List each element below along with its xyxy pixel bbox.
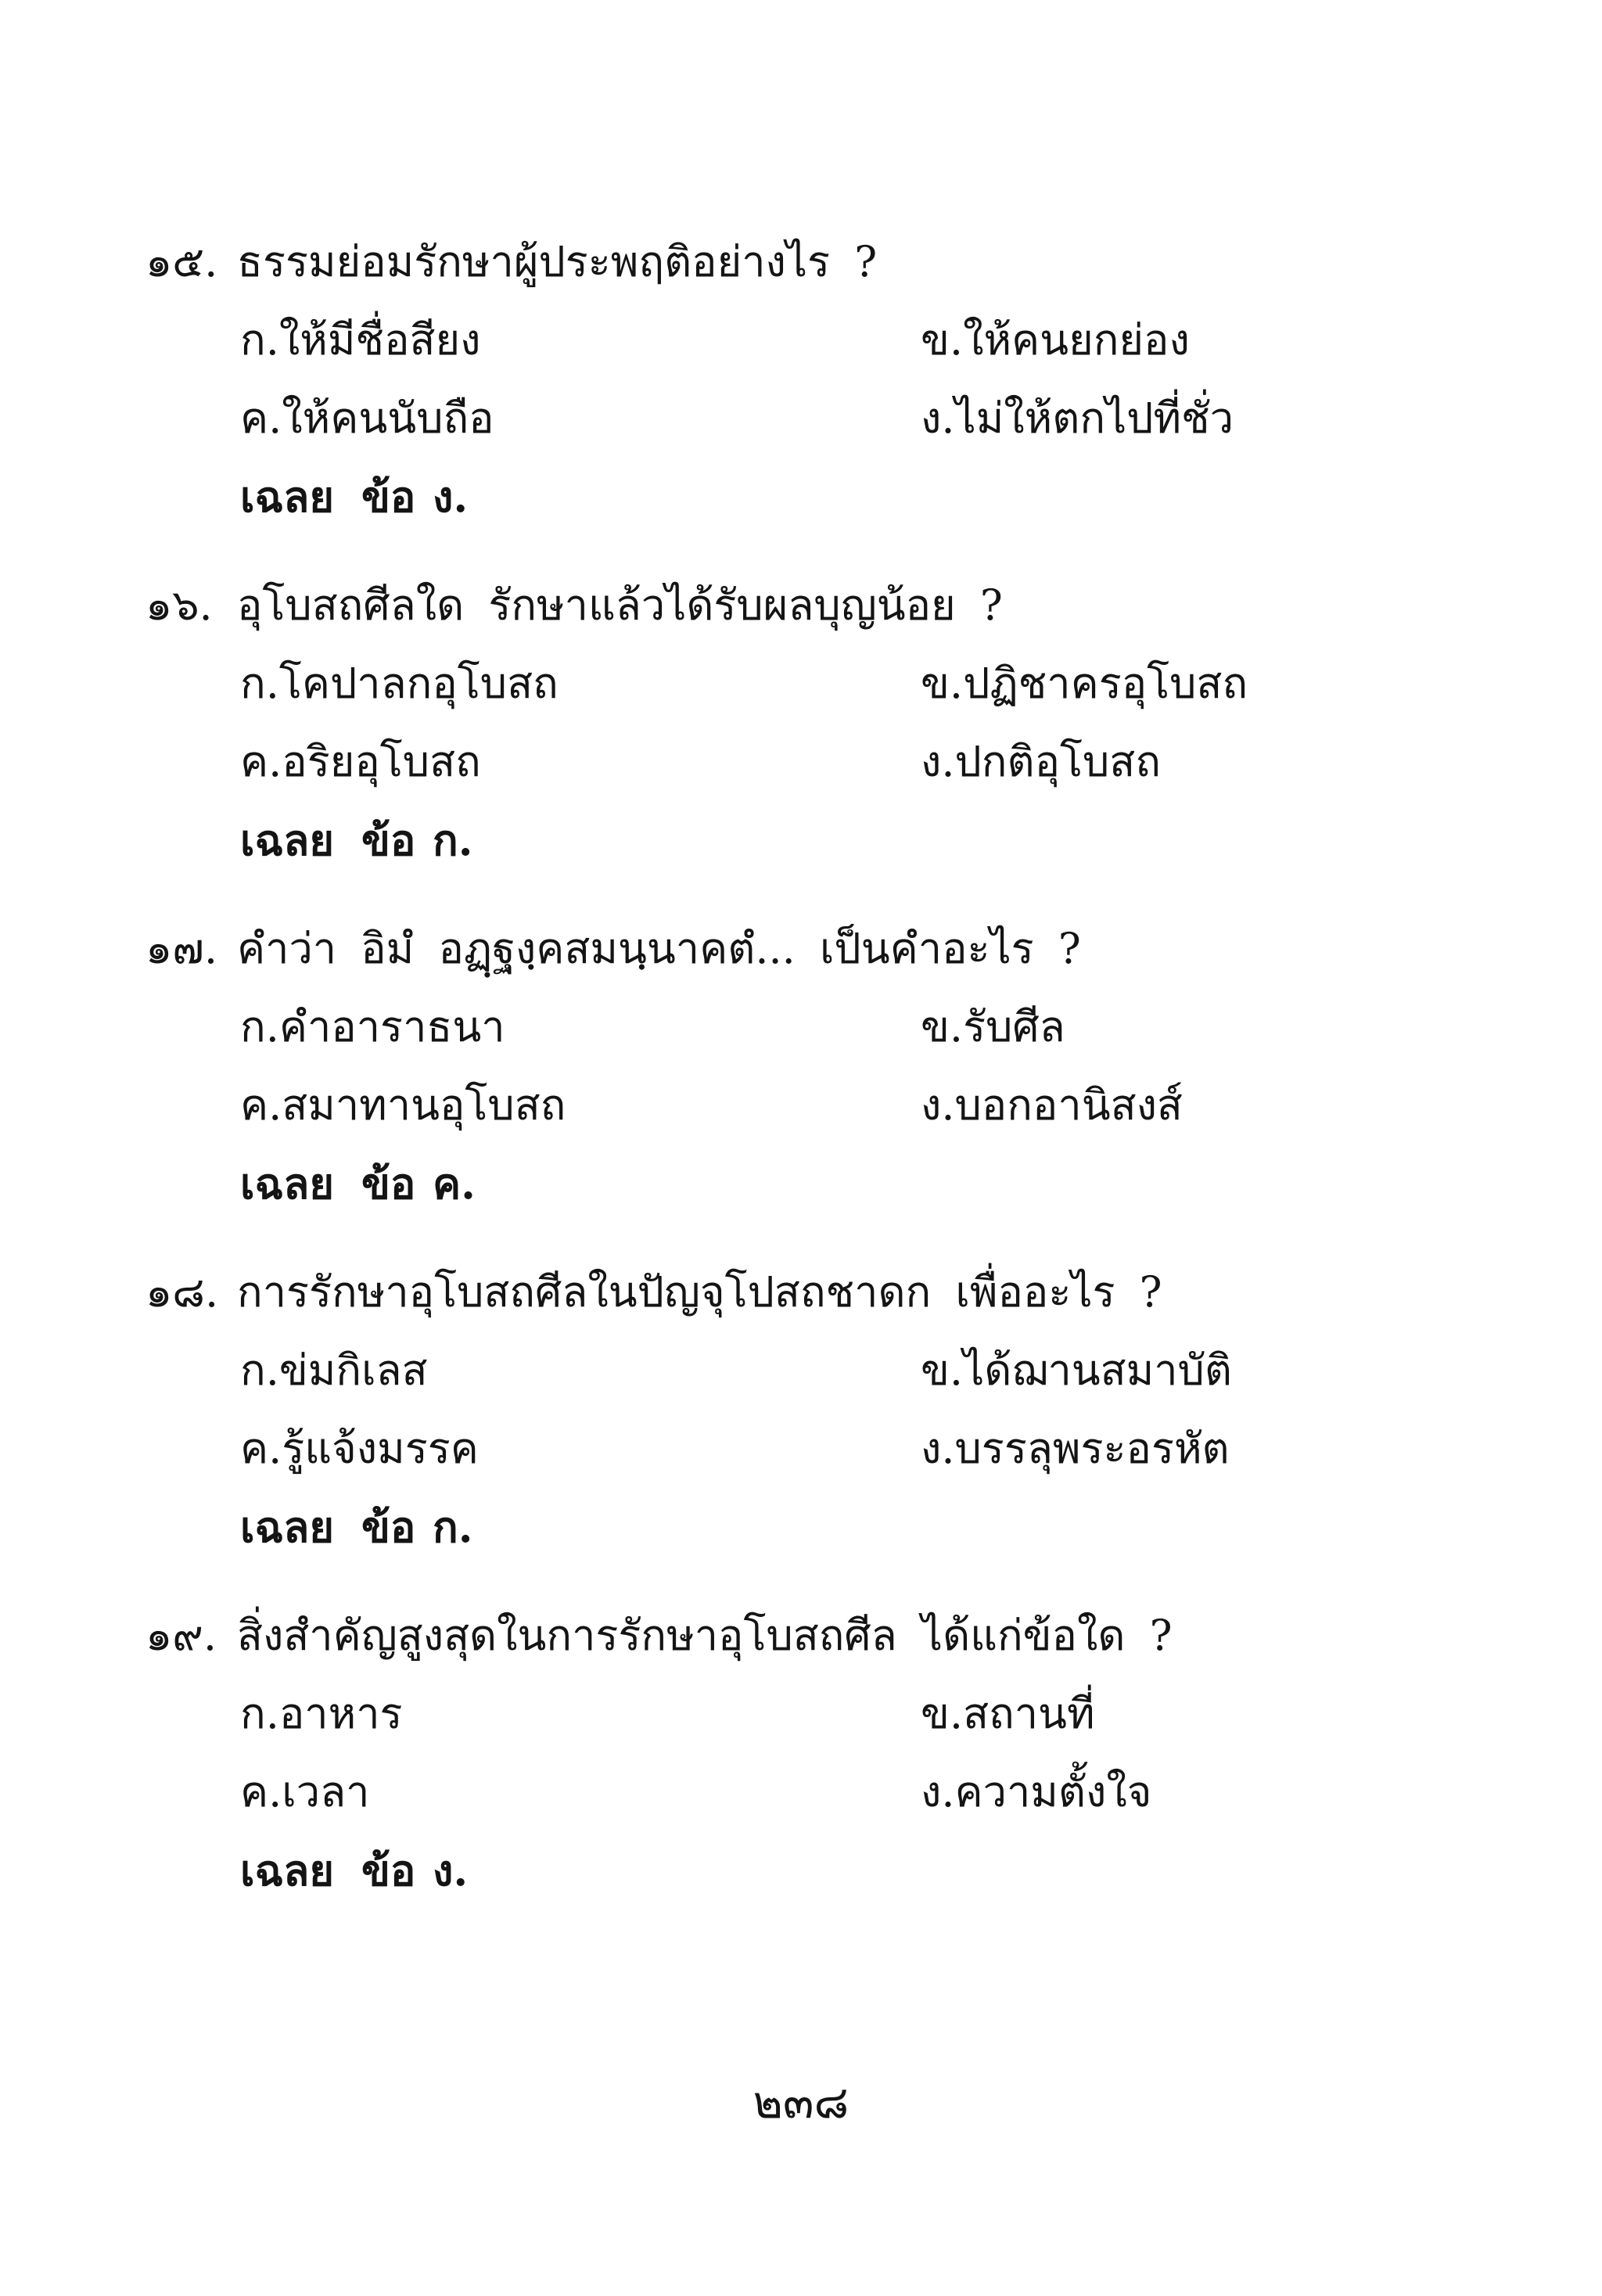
question-block — [145, 910, 1522, 1223]
options-row — [145, 1753, 1522, 1831]
options-row — [145, 379, 1522, 458]
question-number: ๑๘. — [145, 1267, 219, 1317]
question-number: ๑๙. — [145, 1611, 217, 1660]
answer-label: เฉลย — [240, 472, 334, 522]
question-block — [145, 566, 1522, 879]
answer-prefix: ข้อ — [361, 1502, 416, 1552]
answer-label: เฉลย — [240, 1502, 334, 1552]
option-b: ข.รับศีล — [921, 1002, 1065, 1051]
question-line — [145, 223, 1522, 301]
options-row — [145, 1410, 1522, 1488]
question-text: คำว่า อิมํ อฏฺฐงฺคสมนฺนาคตํ... เป็นคำอะไร ? — [237, 924, 1081, 973]
option-d: ง.ความตั้งใจ — [921, 1767, 1152, 1816]
answer-label: เฉลย — [240, 815, 334, 865]
answer-choice: ง. — [433, 1845, 469, 1895]
page-number: ๒๓๘ — [753, 2075, 849, 2129]
option-a: ก.คำอาราธนา — [240, 1002, 505, 1051]
options-row — [145, 301, 1522, 379]
option-a: ก.อาหาร — [240, 1689, 403, 1738]
answer-choice: ค. — [433, 1159, 476, 1209]
options-row — [145, 1066, 1522, 1144]
options-row — [145, 1331, 1522, 1410]
question-number: ๑๖. — [145, 580, 213, 630]
option-b: ข.ปฏิชาครอุโบสถ — [921, 659, 1248, 708]
answer-choice: ก. — [433, 1502, 473, 1552]
option-a: ก.ข่มกิเลส — [240, 1346, 428, 1395]
option-d: ง.ปกติอุโบสถ — [921, 737, 1161, 786]
option-d: ง.บรรลุพระอรหัต — [921, 1424, 1230, 1473]
option-b: ข.สถานที่ — [921, 1689, 1095, 1738]
question-text: อุโบสถศีลใด รักษาแล้วได้รับผลบุญน้อย ? — [237, 580, 1003, 630]
question-text: การรักษาอุโบสถศีลในปัญจุโปสถชาดก เพื่ออะไร ? — [237, 1267, 1162, 1317]
option-c: ค.เวลา — [240, 1767, 370, 1816]
answer-label: เฉลย — [240, 1159, 334, 1209]
answer-prefix: ข้อ — [361, 1159, 416, 1209]
option-d: ง.ไม่ให้ตกไปที่ชั่ว — [921, 393, 1234, 443]
option-b: ข.ให้คนยกย่อง — [921, 315, 1190, 365]
question-line — [145, 1253, 1522, 1331]
options-row — [145, 988, 1522, 1066]
answer-line — [145, 801, 1522, 879]
question-line — [145, 910, 1522, 988]
option-a: ก.ให้มีชื่อสียง — [240, 315, 481, 365]
options-row — [145, 1675, 1522, 1753]
answer-line — [145, 458, 1522, 536]
question-number: ๑๕. — [145, 237, 218, 286]
answer-prefix: ข้อ — [361, 472, 416, 522]
option-c: ค.ให้คนนับถือ — [240, 393, 494, 443]
option-b: ข.ได้ฌานสมาบัติ — [921, 1346, 1232, 1395]
answer-choice: ง. — [433, 472, 469, 522]
answer-label: เฉลย — [240, 1845, 334, 1895]
option-a: ก.โคปาลกอุโบสถ — [240, 659, 559, 708]
option-c: ค.อริยอุโบสถ — [240, 737, 481, 786]
answer-prefix: ข้อ — [361, 815, 416, 865]
question-number: ๑๗. — [145, 924, 218, 973]
question-text: สิ่งสำคัญสูงสุดในการรักษาอุโบสถศีล ได้แก่ข้อใด ? — [237, 1611, 1173, 1660]
answer-line — [145, 1488, 1522, 1566]
answer-choice: ก. — [433, 815, 473, 865]
options-row — [145, 645, 1522, 723]
answer-line — [145, 1831, 1522, 1910]
question-line — [145, 1597, 1522, 1675]
question-block — [145, 223, 1522, 536]
option-d: ง.บอกอานิสงส์ — [921, 1080, 1183, 1130]
answer-prefix: ข้อ — [361, 1845, 416, 1895]
question-text: ธรรมย่อมรักษาผู้ประพฤติอย่างไร ? — [237, 237, 878, 286]
option-c: ค.รู้แจ้งมรรค — [240, 1424, 479, 1473]
options-row — [145, 723, 1522, 801]
question-block — [145, 1597, 1522, 1910]
answer-line — [145, 1144, 1522, 1223]
question-list — [145, 223, 1522, 1940]
question-line — [145, 566, 1522, 645]
question-block — [145, 1253, 1522, 1566]
option-c: ค.สมาทานอุโบสถ — [240, 1080, 566, 1130]
